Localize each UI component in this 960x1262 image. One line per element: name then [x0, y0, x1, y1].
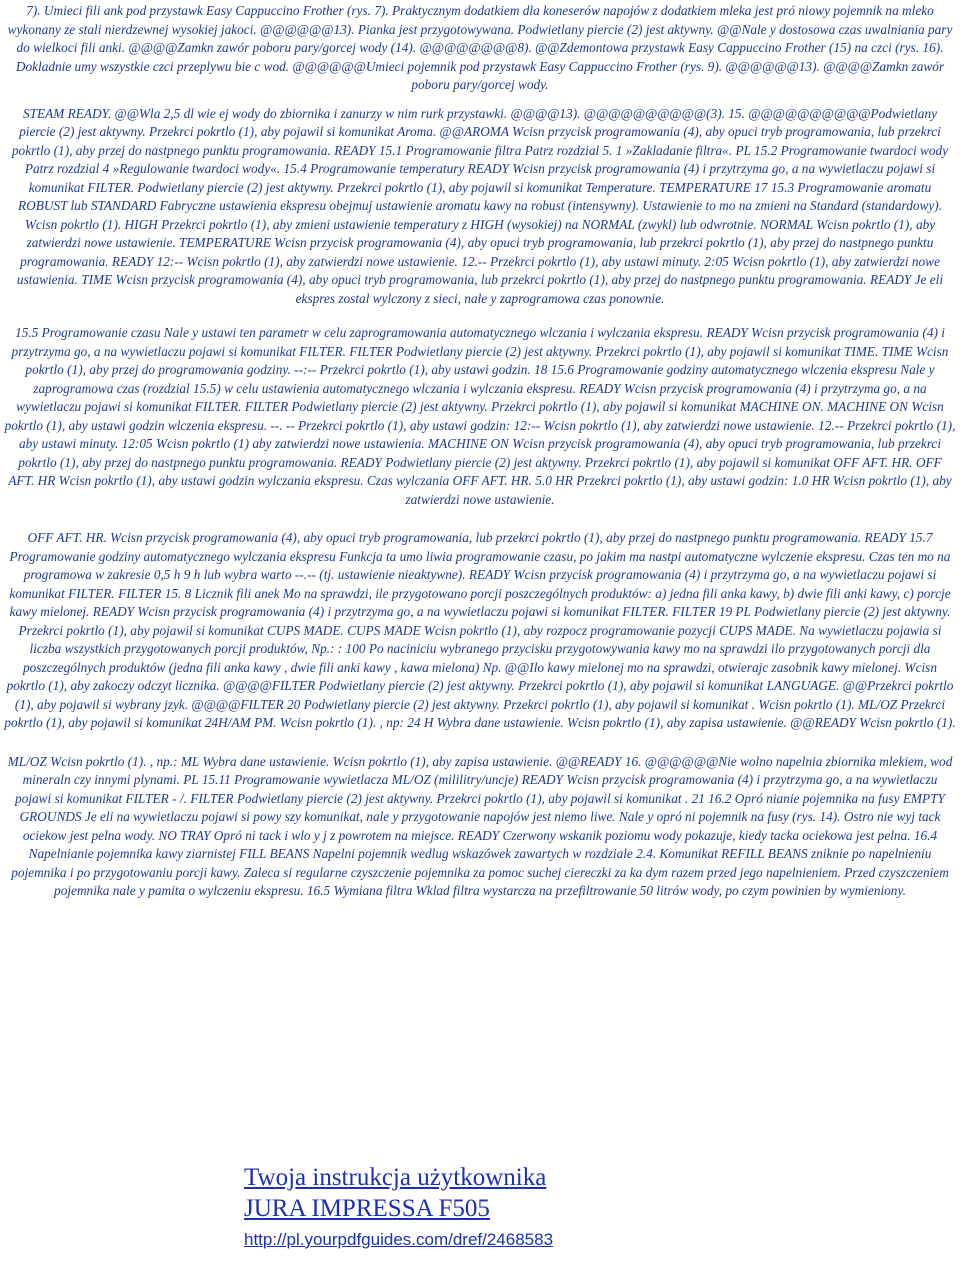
url-link[interactable]: http://pl.yourpdfguides.com/dref/2468583: [244, 1230, 554, 1249]
paragraph-3: 15.5 Programowanie czasu Nale y ustawi ten parametr w celu zaprogramowania automatycznego wlczania i wylczania ekspresu. READY Wcisn przycisk programowania (4) i przytrzyma go, a na wywietlaczu pojawi si komunikat FILTER. FILTER Podwietlany piercie (2) jest aktywny. Przekrci pokrtlo (1), aby pojawil si komunikat TIME. TIME Wcisn pokrtlo (1), aby przej do programowania godziny. --:-- Przekrci pokrtlo (1), aby ustawi godzin. 18 15.6 Programowanie godziny automatycznego wlczenia ekspresu Nale y zaprogramowa czas (rozdzial 15.5) w celu ustawienia automatycznego wlczania i wylczania ekspresu. READY Wcisn przycisk programowania (4) i przytrzyma go, a na wywietlaczu pojawi si komunikat FILTER. FILTER Podwietlany piercie (2) jest aktywny. Przekrci pokrtlo (1), aby pojawil si komunikat MACHINE ON. MACHINE ON Wcisn pokrtlo (1), aby ustawi godzin wlczenia ekspresu. --. -- Przekrci pokrtlo (1), aby ustawi godzin: 12:-- Wcisn pokrtlo (1), aby zatwierdzi nowe ustawienie. 12.-- Przekrci pokrtlo (1), aby ustawi minuty. 12:05 Wcisn pokrtlo (1) aby zatwierdzi nowe ustawienia. MACHINE ON Wcisn przycisk programowania (4), aby opuci tryb programowania, lub przekrci pokrtlo (1), aby przej do nastpnego punktu programowania. READY Podwietlany piercie (2) jest aktywny. Przekrci pokrtlo (1), aby pojawil si komunikat OFF AFT. HR. OFF AFT. HR Wcisn pokrtlo (1), aby ustawi godzin wylczania ekspresu. Czas wylczania OFF AFT. HR. 5.0 HR Przekrci pokrtlo (1), aby ustawi godzin: 1.0 HR Wcisn pokrtlo (1), aby zatwierdzi nowe ustawienie.: [4, 325, 956, 507]
paragraph-5: ML/OZ Wcisn pokrtlo (1). , np.: ML Wybra dane ustawienie. Wcisn pokrtlo (1), aby zapisa ustawienie. @@READY 16. @@@@@@Nie wolno napelnia zbiornika mlekiem, wod mineraln czy innymi plynami. PL 15.11 Programowanie wywietlacza ML/OZ (mililitry/uncje) READY Wcisn przycisk programowania (4) i przytrzyma go, a na wywietlaczu pojawi si komunikat FILTER - /. FILTER Podwietlany piercie (2) jest aktywny. Przekrci pokrtlo (1), aby pojawil si komunikat . 21 16.2 Opró nianie pojemnika na fusy EMPTY GROUNDS Je eli na wywietlaczu pojawi si powy szy komunikat, nale y przygotowanie napojów jest niemo liwe. Nale y opró ni pojemnik na fusy (rys. 14). Ostro nie wyj tack ociekow jest pelna wody. NO TRAY Opró ni tack i wlo y j z powrotem na miejsce. READY Czerwony wskanik poziomu wody pokazuje, kiedy tacka ociekowa jest pelna. 16.4 Napelnianie pojemnika kawy ziarnistej FILL BEANS Napelni pojemnik wedlug wskazówek zawartych w rozdziale 2.4. Komunikat REFILL BEANS zniknie po napelnieniu pojemnika i po przygotowaniu porcji kawy. Zaleca si regularne czyszczenie pojemnika za pomoc suchej ciereczki za ka dym razem przed jego napelnieniem. Przed czyszczeniem pojemnika nale y pamita o wylczeniu ekspresu. 16.5 Wymiana filtra Wklad filtra wystarcza na przefiltrowanie 50 litrów wody, po czym powinien by wymieniony.: [7, 753, 953, 898]
footer-links: [244, 1162, 844, 1252]
manual-title-link[interactable]: Twoja instrukcja użytkownika: [244, 1164, 547, 1191]
paragraph-2: STEAM READY. @@Wla 2,5 dl wie ej wody do zbiornika i zanurzy w nim rurk przystawki. @@@@13). @@@@@@@@@@(3). 15. @@@@@@@@@@Podwietlany piercie (2) jest aktywny. Przekrci pokrtlo (1), aby pojawil si komunikat Aroma. @@AROMA Wcisn przycisk programowania (4), aby opuci tryb programowania, lub przekrci pokrtlo (1), aby przej do nastpnego punktu programowania. READY 15.1 Programowanie filtra Patrz rozdzial 5. 1 »Zakladanie filtra«. PL 15.2 Programowanie twardoci wody Patrz rozdzial 4 »Regulowanie twardoci wody«. 15.4 Programowanie temperatury READY Wcisn przycisk programowania (4) i przytrzyma go, a na wywietlaczu pojawi si komunikat FILTER. Podwietlany piercie (2) jest aktywny. Przekrci pokrtlo (1), aby pojawil si komunikat Temperature. TEMPERATURE 17 15.3 Programowanie aromatu ROBUST lub STANDARD Fabryczne ustawienia ekspresu obejmuj ustawienie aromatu kawy na robust (intensywny). Ustawienie to mo na zmieni na Standard (standardowy). Wcisn pokrtlo (1). HIGH Przekrci pokrtlo (1), aby zmieni ustawienie temperatury z HIGH (wysokiej) na NORMAL (zwykl) lub odwrotnie. NORMAL Wcisn pokrtlo (1), aby zatwierdzi nowe ustawienie. TEMPERATURE Wcisn przycisk programowania (4), aby opuci tryb programowania, lub przekrci pokrtlo (1), aby przej do nastpnego punktu programowania. READY 12:-- Wcisn pokrtlo (1), aby zatwierdzi nowe ustawienie. 12.-- Przekrci pokrtlo (1), aby ustawi minuty. 2:05 Wcisn pokrtlo (1), aby zatwierdzi nowe ustawienia. TIME Wcisn przycisk programowania (4), aby opuci tryb programowania, lub przekrci pokrtlo (1), aby przej do nastpnego punktu programowania. READY Je eli ekspres zostal wylczony z sieci, nale y zaprogramowa czas ponownie.: [11, 105, 949, 306]
model-name-link[interactable]: JURA IMPRESSA F505: [244, 1195, 490, 1222]
paragraph-4: OFF AFT. HR. Wcisn przycisk programowania (4), aby opuci tryb programowania, lub przekrci pokrtlo (1), aby przej do nastpnego punktu programowania. READY 15.7 Programowanie godziny automatycznego wylczania ekspresu Funkcja ta umo liwia programowanie czasu, po jakim ma nastpi automatyczne wylczenie ekspresu. Czas ten mo na programowa w zakresie 0,5 h 9 h lub wybra warto --.-- (tj. ustawienie nieaktywne). READY Wcisn przycisk programowania (4) i przytrzyma go, a na wywietlaczu pojawi si komunikat FILTER. FILTER 15. 8 Licznik fili anek Mo na sprawdzi, ile przygotowano porcji poszczególnych produktów: a) jedna fili anka kawy, b) dwie fili anki kawy, c) porcje kawy mielonej. READY Wcisn przycisk programowania (4) i przytrzyma go, a na wywietlaczu pojawi si komunikat FILTER. FILTER 19 PL Podwietlany piercie (2) jest aktywny. Przekrci pokrtlo (1), aby pojawil si komunikat CUPS MADE. CUPS MADE Wcisn pokrtlo (1), aby rozpocz programowanie pozycji CUPS MADE. Na wywietlaczu pojawia si liczba wszystkich przygotowanych porcji produktów, Np.: : 100 Po naciniciu wybranego przycisku przygotowywania kawy mo na sprawdzi ilo przygotowanych porcji dla poszczególnych produktów (jedna fili anka kawy , dwie fili anki kawy , kawa mielona) Np. @@Ilo kawy mielonej mo na sprawdzi, otwierajc zasobnik kawy mielonej. Wcisn pokrtlo (1), aby zakoczy odczyt licznika. @@@@FILTER Podwietlany piercie (2) jest aktywny. Przekrci pokrtlo (1), aby pojawil si komunikat LANGUAGE. @@Przekrci pokrtlo (1), aby pojawil si wybrany jzyk. @@@@FILTER 20 Podwietlany piercie (2) jest aktywny. Przekrci pokrtlo (1), aby pojawil si komunikat . Wcisn pokrtlo (1). ML/OZ Przekrci pokrtlo (1), aby pojawil si komunikat 24H/AM PM. Wcisn pokrtlo (1). , np: 24 H Wybra dane ustawienie. Wcisn pokrtlo (1), aby zapisa ustawienie. @@READY Wcisn pokrtlo (1).: [4, 530, 956, 730]
paragraph-1: 7). Umieci fili ank pod przystawk Easy Cappuccino Frother (rys. 7). Praktycznym dodatkiem dla koneserów napojów z dodatkiem mleka jest pró niowy pojemnik na mleko wykonany ze stali nierdzewnej wysokiej jakoci. @@@@@@13). Pianka jest przygotowywana. Podwietlany piercie (2) jest aktywny. @@Nale y dostosowa czas uwalniania pary do wielkoci fili anki. @@@@Zamkn zawór poboru pary/gorcej wody (14). @@@@@@@@8). @@Zdemontowa przystawk Easy Cappuccino Frother (15) na czci (rys. 16). Dokladnie umy wszystkie czci przeplywu bie c wod. @@@@@@Umieci pojemnik pod przystawk Easy Cappuccino Frother (rys. 9). @@@@@@13). @@@@Zamkn zawór poboru pary/gorcej wody.: [7, 3, 953, 92]
